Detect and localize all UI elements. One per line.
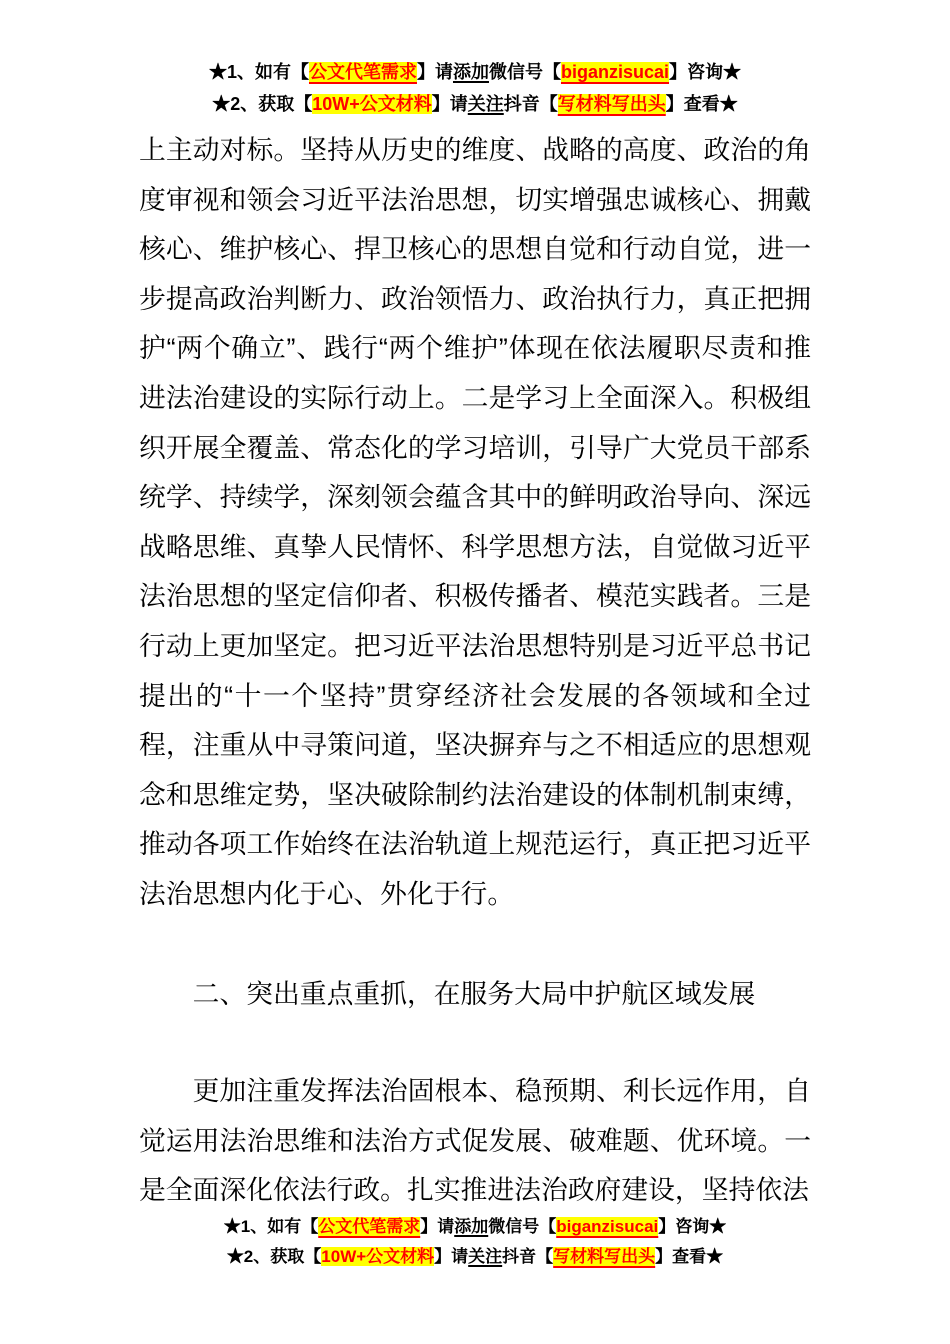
promo-highlight-link-service: 公文代笔需求 — [318, 1216, 421, 1236]
footer-promo-line-1 — [0, 1212, 950, 1242]
promo-suffix: 查看★ — [672, 1246, 724, 1266]
promo-bracket: 【 — [542, 62, 561, 82]
footer-promo-line-2 — [0, 1242, 950, 1272]
paragraph-section-2: 更加注重发挥法治固根本、稳预期、利长远作用，自觉运用法治思维和法治方式促发展、破难题、优环境。一是全面深化依法行政。扎实推进法治政府建设，坚持依法 — [139, 1076, 811, 1206]
promo-text: 请 — [451, 1246, 469, 1266]
promo-highlight-link-douyin-id: 写材料写出头 — [557, 94, 666, 114]
promo-bracket: 【 — [304, 1246, 322, 1266]
promo-bracket: 】 — [669, 62, 688, 82]
promo-bracket: 【 — [294, 94, 313, 114]
promo-highlight-link-wechat-id: biganzisucai — [556, 1216, 659, 1236]
promo-text: 抖音 — [502, 1246, 537, 1266]
promo-underlined-follow: 关注 — [467, 94, 504, 114]
promo-prefix: ★2、获取 — [212, 94, 295, 114]
header-promo-line-1 — [0, 56, 950, 88]
promo-prefix: ★1、如有 — [208, 62, 291, 82]
promo-bracket: 】 — [665, 94, 684, 114]
promo-highlight-materials: 10W+公文材料 — [321, 1246, 435, 1266]
promo-bracket: 】 — [434, 1246, 452, 1266]
promo-bracket: 】 — [658, 1216, 676, 1236]
promo-bracket: 】 — [416, 62, 435, 82]
promo-bracket: 】 — [655, 1246, 673, 1266]
paragraph-continuation: 上主动对标。坚持从历史的维度、战略的高度、政治的角度审视和领会习近平法治思想，切实增强忠诚核心、拥戴核心、维护核心、捍卫核心的思想自觉和行动自觉，进一步提高政治判断力、政治领悟力、政治执行力，真正把拥护“两个确立”、践行“两个维护”体现在依法履职尽责和推进法治建设的实际行动上。二是学习上全面深入。积极组织开展全覆盖、常态化的学习培训，引导广大党员干部系统学、持续学，深刻领会蕴含其中的鲜明政治导向、深远战略思维、真挚人民情怀、科学思想方法，自觉做习近平法治思想的坚定信仰者、积极传播者、模范实践者。三是行动上更加坚定。把习近平法治思想特别是习近平总书记提出的“十一个坚持”贯穿经济社会发展的各领域和全过程，注重从中寻策问道，坚决摒弃与之不相适应的思想观念和思维定势，坚决破除制约法治建设的体制机制束缚，推动各项工作始终在法治轨道上规范运行，真正把习近平法治思想内化于心、外化于行。 — [139, 135, 811, 909]
promo-text: 微信号 — [488, 1216, 540, 1236]
promo-highlight-link-service: 公文代笔需求 — [308, 62, 417, 82]
footer-promo — [0, 1212, 950, 1272]
promo-bracket: 【 — [290, 62, 309, 82]
promo-text: 请 — [437, 1216, 455, 1236]
promo-text: 微信号 — [488, 62, 543, 82]
promo-prefix: ★2、获取 — [226, 1246, 305, 1266]
promo-text: 请 — [449, 94, 468, 114]
promo-suffix: 咨询★ — [687, 62, 742, 82]
promo-underlined-add: 添加 — [452, 62, 489, 82]
header-promo-line-2 — [0, 88, 950, 120]
promo-bracket: 】 — [420, 1216, 438, 1236]
promo-underlined-follow: 关注 — [468, 1246, 503, 1266]
promo-bracket: 【 — [536, 1246, 554, 1266]
promo-suffix: 查看★ — [683, 94, 738, 114]
promo-text: 抖音 — [503, 94, 540, 114]
promo-suffix: 咨询★ — [675, 1216, 727, 1236]
promo-underlined-add: 添加 — [454, 1216, 489, 1236]
promo-highlight-materials: 10W+公文材料 — [312, 94, 432, 114]
promo-bracket: 【 — [301, 1216, 319, 1236]
header-promo — [0, 0, 950, 120]
promo-highlight-link-wechat-id: biganzisucai — [560, 62, 670, 82]
promo-bracket: 【 — [539, 1216, 557, 1236]
promo-text: 请 — [434, 62, 453, 82]
promo-bracket: 【 — [539, 94, 558, 114]
promo-prefix: ★1、如有 — [223, 1216, 302, 1236]
promo-highlight-link-douyin-id: 写材料写出头 — [553, 1246, 656, 1266]
promo-bracket: 】 — [431, 94, 450, 114]
document-body — [139, 126, 811, 1216]
section-heading-2: 二、突出重点重抓，在服务大局中护航区域发展 — [192, 978, 756, 1009]
